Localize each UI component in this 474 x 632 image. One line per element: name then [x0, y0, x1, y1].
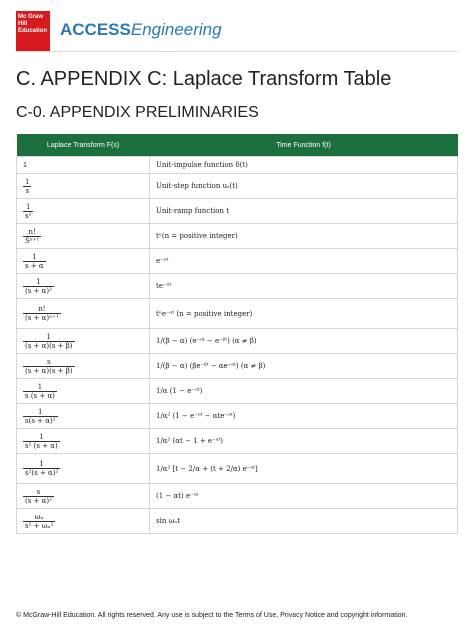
fraction-numerator: n! — [23, 228, 41, 237]
table-row — [17, 379, 458, 404]
table-row — [17, 274, 458, 299]
laplace-fraction — [23, 513, 55, 530]
fraction-denominator: (s + α)(s + β) — [25, 366, 73, 375]
laplace-cell — [17, 249, 150, 274]
laplace-fraction — [23, 383, 57, 400]
laplace-table — [16, 134, 458, 534]
table-header-row — [17, 134, 458, 157]
laplace-value: 1 — [23, 161, 27, 169]
header-time: Time Function f(t) — [150, 134, 458, 157]
time-function-cell: te⁻ᵅᵗ — [150, 274, 458, 299]
fraction-denominator: (s + α)² — [25, 286, 52, 295]
access-word: ACCESS — [60, 20, 131, 39]
laplace-cell — [17, 354, 150, 379]
time-function-cell: Unit-step function uₛ(t) — [150, 174, 458, 199]
fraction-denominator: s² (s + α) — [25, 441, 58, 450]
time-function-cell: tⁿ(n = positive integer) — [150, 224, 458, 249]
table-row — [17, 454, 458, 484]
table-row — [17, 404, 458, 429]
laplace-fraction — [23, 278, 54, 295]
fraction-numerator: s — [23, 488, 54, 497]
time-function-cell: tⁿe⁻ᵅᵗ (n = positive integer) — [150, 299, 458, 329]
laplace-cell — [17, 484, 150, 509]
fraction-numerator: 1 — [23, 460, 60, 469]
table-row — [17, 329, 458, 354]
fraction-numerator: 1 — [23, 383, 57, 392]
table-row — [17, 174, 458, 199]
table-row — [17, 224, 458, 249]
laplace-fraction — [23, 178, 31, 195]
laplace-fraction — [23, 305, 61, 322]
page-title: C. APPENDIX C: Laplace Transform Table — [16, 68, 392, 90]
time-function-cell: 1/α (1 − e⁻ᵅᵗ) — [150, 379, 458, 404]
time-function-cell: 1/α² [t − 2/α + (t + 2/α) e⁻ᵅᵗ] — [150, 454, 458, 484]
laplace-fraction — [23, 228, 41, 245]
laplace-fraction — [23, 358, 75, 375]
table-row — [17, 484, 458, 509]
time-function-cell: (1 − αt) e⁻ᵅᵗ — [150, 484, 458, 509]
fraction-numerator: s — [23, 358, 75, 367]
time-function-cell: e⁻ᵅᵗ — [150, 249, 458, 274]
table-row — [17, 199, 458, 224]
access-engineering-logo[interactable] — [60, 20, 222, 40]
fraction-numerator: 1 — [23, 203, 33, 212]
laplace-cell — [17, 274, 150, 299]
copyright-footer: © McGraw-Hill Education. All rights reserved. Any use is subject to the Terms of Use, Privacy Notice and copyright information. — [16, 612, 408, 619]
fraction-denominator: (s + α)ⁿ⁺¹ — [25, 314, 59, 322]
laplace-fraction — [23, 433, 60, 450]
table-row — [17, 509, 458, 534]
fraction-numerator: ωₙ — [23, 513, 55, 522]
time-function-cell: 1/(β − α) (βe⁻ᵝᵗ − αe⁻ᵅᵗ) (α ≠ β) — [150, 354, 458, 379]
fraction-denominator: s — [25, 186, 30, 195]
laplace-fraction — [23, 460, 60, 477]
site-header — [16, 11, 458, 51]
laplace-cell — [17, 429, 150, 454]
fraction-denominator: Sⁿ⁺¹ — [25, 236, 40, 245]
laplace-cell — [17, 224, 150, 249]
fraction-denominator: s² + ωₙ² — [25, 521, 54, 530]
time-function-cell: 1/(β − α) (e⁻ᵅᵗ − e⁻ᵝᵗ) (α ≠ β) — [150, 329, 458, 354]
table-row — [17, 249, 458, 274]
fraction-numerator: 1 — [23, 333, 75, 342]
laplace-cell — [17, 454, 150, 484]
laplace-cell — [17, 509, 150, 534]
laplace-cell — [17, 299, 150, 329]
table-row — [17, 157, 458, 174]
header-divider — [16, 51, 458, 52]
time-function-cell: sin ωₙt — [150, 509, 458, 534]
fraction-denominator: s (s + α) — [25, 391, 55, 400]
fraction-denominator: s(s + α)² — [25, 416, 56, 425]
fraction-numerator: 1 — [25, 177, 30, 186]
laplace-cell — [17, 329, 150, 354]
fraction-denominator: s² — [25, 211, 32, 220]
fraction-denominator: (s + α)² — [25, 496, 52, 505]
laplace-fraction — [23, 333, 75, 350]
mcgraw-hill-logo[interactable]: Mc Graw Hill Education — [16, 11, 50, 51]
fraction-numerator: 1 — [23, 408, 58, 417]
laplace-cell — [17, 174, 150, 199]
laplace-cell — [17, 157, 150, 174]
engineering-word: Engineering — [130, 20, 222, 39]
time-function-cell: 1/α² (1 − e⁻ᵅᵗ − αte⁻ᵅᵗ) — [150, 404, 458, 429]
laplace-fraction — [23, 253, 46, 270]
fraction-numerator: 1 — [23, 278, 54, 287]
table-row — [17, 299, 458, 329]
time-function-cell: Unit-impulse function δ(t) — [150, 157, 458, 174]
table-row — [17, 354, 458, 379]
laplace-cell — [17, 379, 150, 404]
fraction-numerator: 1 — [23, 253, 46, 262]
time-function-cell: 1/α² (αt − 1 + e⁻ᵅᵗ) — [150, 429, 458, 454]
laplace-cell — [17, 199, 150, 224]
laplace-fraction — [23, 203, 33, 220]
header-laplace: Laplace Transform F(s) — [17, 134, 150, 157]
table-row — [17, 429, 458, 454]
fraction-denominator: s²(s + α)² — [25, 469, 59, 477]
laplace-cell — [17, 404, 150, 429]
laplace-fraction — [23, 488, 54, 505]
fraction-numerator: 1 — [23, 433, 60, 442]
section-title: C-0. APPENDIX PRELIMINARIES — [16, 104, 259, 121]
fraction-numerator: n! — [23, 305, 61, 314]
fraction-denominator: s + α — [25, 261, 44, 270]
fraction-denominator: (s + α)(s + β) — [25, 341, 73, 350]
laplace-fraction — [23, 408, 58, 425]
time-function-cell: Unit-ramp function t — [150, 199, 458, 224]
